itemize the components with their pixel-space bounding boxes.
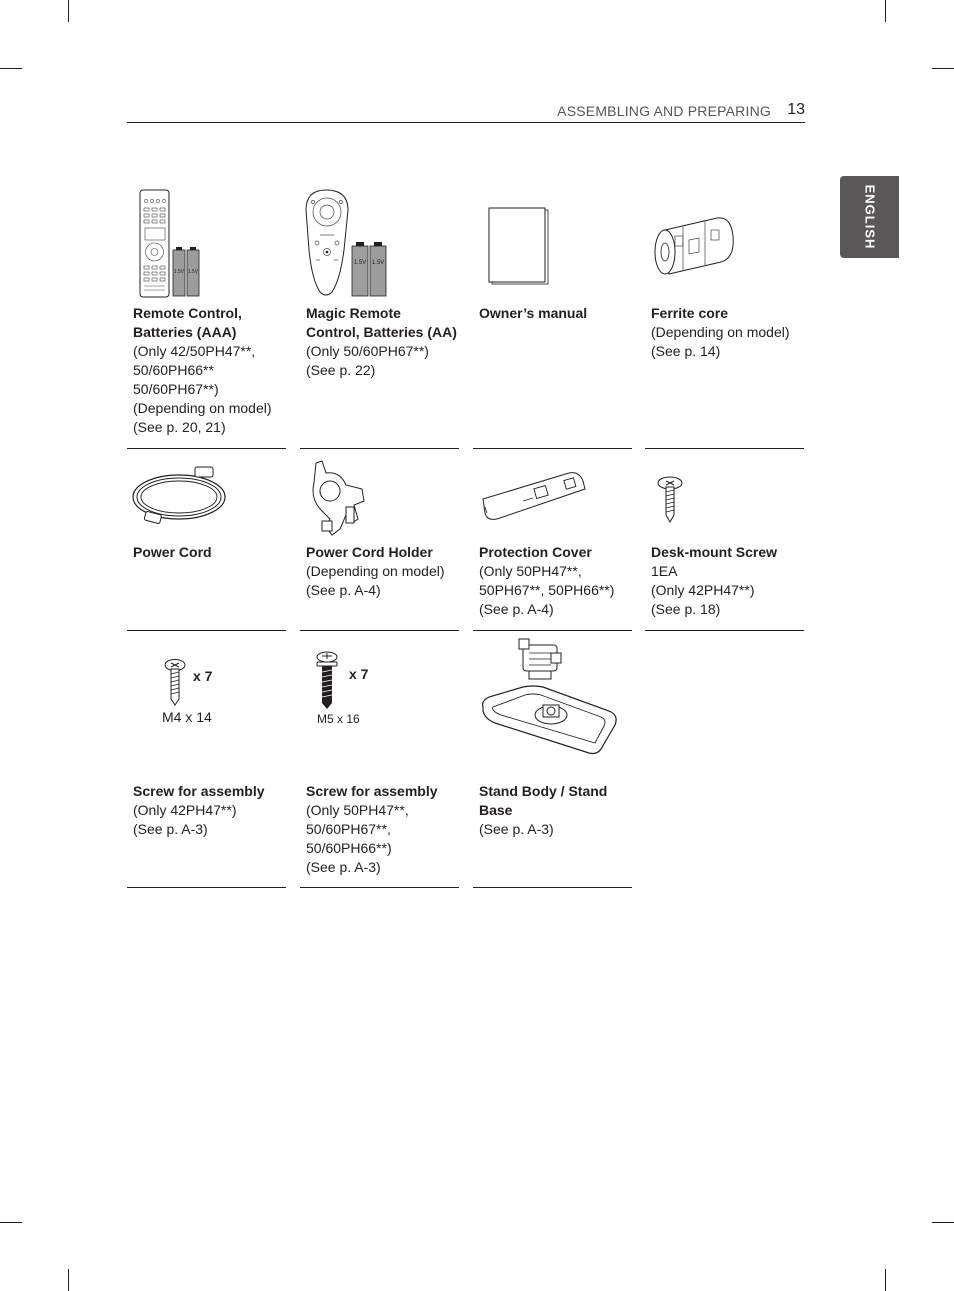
screw-size-label: M4 x 14 — [162, 709, 212, 725]
crop-mark — [885, 0, 886, 22]
item-caption — [133, 304, 285, 437]
protection-cover-icon — [473, 449, 632, 549]
item-title: Protection Cover — [479, 544, 592, 560]
crop-mark — [68, 1269, 69, 1291]
crop-mark — [68, 0, 69, 22]
item-detail: (See p. 14) — [651, 343, 721, 359]
item-remote-control — [127, 180, 286, 449]
item-detail: (See p. 22) — [306, 362, 376, 378]
item-power-cord-holder — [300, 449, 459, 631]
desk-screw-icon — [645, 449, 804, 549]
item-detail: (See p. A-3) — [133, 821, 208, 837]
crop-mark — [932, 1222, 954, 1223]
item-detail: (Only 50PH47**, — [306, 802, 409, 818]
item-detail: 50PH67**, 50PH66**) — [479, 582, 615, 598]
item-detail: (See p. 20, 21) — [133, 419, 226, 435]
battery-label: 1.5V — [173, 269, 185, 275]
crop-mark — [932, 68, 954, 69]
item-power-cord — [127, 449, 286, 631]
language-tab-label: ENGLISH — [862, 184, 877, 250]
item-detail: (See p. A-4) — [306, 582, 381, 598]
item-caption — [651, 543, 803, 619]
item-title: Desk-mount Screw — [651, 544, 778, 560]
remote-control-icon — [127, 180, 286, 300]
item-detail: 50/60PH66**) — [306, 840, 392, 856]
crop-mark — [885, 1269, 886, 1291]
screw-size-label: M5 x 16 — [317, 712, 360, 726]
item-caption — [651, 304, 803, 361]
item-detail: (Only 42PH47**) — [133, 802, 237, 818]
stand-icon — [473, 631, 632, 771]
item-magic-remote — [300, 180, 459, 449]
crop-mark — [0, 1222, 22, 1223]
item-detail: (Depending on model) — [133, 400, 272, 416]
item-detail: (See p. A-4) — [479, 601, 554, 617]
quantity-label: x 7 — [349, 666, 369, 682]
item-caption — [306, 543, 458, 600]
item-title: Owner’s manual — [479, 305, 588, 321]
section-title: ASSEMBLING AND PREPARING — [557, 103, 771, 119]
item-title: Screw for assembly — [133, 783, 265, 799]
page-header — [127, 100, 805, 123]
item-ferrite-core — [645, 180, 804, 449]
item-detail: 50/60PH67**) — [133, 381, 219, 397]
item-detail: 50/60PH66** — [133, 362, 214, 378]
item-title: Magic Remote Control, Batteries (AA) — [306, 305, 457, 340]
item-detail: (See p. A-3) — [306, 859, 381, 875]
item-screw-m4 — [127, 631, 286, 888]
crop-mark — [0, 68, 22, 69]
item-detail: (Depending on model) — [306, 563, 445, 579]
language-tab — [840, 176, 899, 258]
manual-icon — [473, 180, 632, 300]
item-caption — [306, 782, 458, 877]
item-caption — [479, 543, 631, 619]
item-caption — [479, 304, 631, 323]
battery-label: 1.5V — [187, 269, 199, 275]
battery-label: 1.5V — [353, 260, 367, 266]
item-screw-m5 — [300, 631, 459, 888]
item-detail: (Only 42/50PH47**, — [133, 343, 256, 359]
item-caption — [306, 304, 458, 380]
item-stand — [473, 631, 632, 888]
item-detail: 50/60PH67**, — [306, 821, 391, 837]
item-detail: (Only 42PH47**) — [651, 582, 755, 598]
item-detail: (Only 50PH47**, — [479, 563, 582, 579]
item-caption — [133, 782, 285, 839]
cord-holder-icon — [300, 449, 459, 549]
item-title: Ferrite core — [651, 305, 729, 321]
item-detail: (See p. A-3) — [479, 821, 554, 837]
item-caption — [133, 543, 285, 562]
item-detail: 1EA — [651, 563, 678, 579]
battery-label: 1.5V — [371, 260, 385, 266]
item-title: Screw for assembly — [306, 783, 438, 799]
item-title: Power Cord — [133, 544, 212, 560]
item-title: Stand Body / Stand Base — [479, 783, 608, 818]
power-cord-icon — [127, 449, 286, 549]
item-protection-cover — [473, 449, 632, 631]
item-detail: (Only 50/60PH67**) — [306, 343, 429, 359]
ferrite-core-icon — [645, 180, 804, 300]
item-detail: (See p. 18) — [651, 601, 721, 617]
item-caption — [479, 782, 631, 839]
item-detail: (Depending on model) — [651, 324, 790, 340]
item-title: Remote Control, Batteries (AAA) — [133, 305, 242, 340]
item-owners-manual — [473, 180, 632, 449]
item-title: Power Cord Holder — [306, 544, 433, 560]
magic-remote-icon — [300, 180, 459, 300]
page-number: 13 — [787, 101, 805, 118]
item-desk-mount-screw — [645, 449, 804, 631]
quantity-label: x 7 — [193, 668, 213, 684]
